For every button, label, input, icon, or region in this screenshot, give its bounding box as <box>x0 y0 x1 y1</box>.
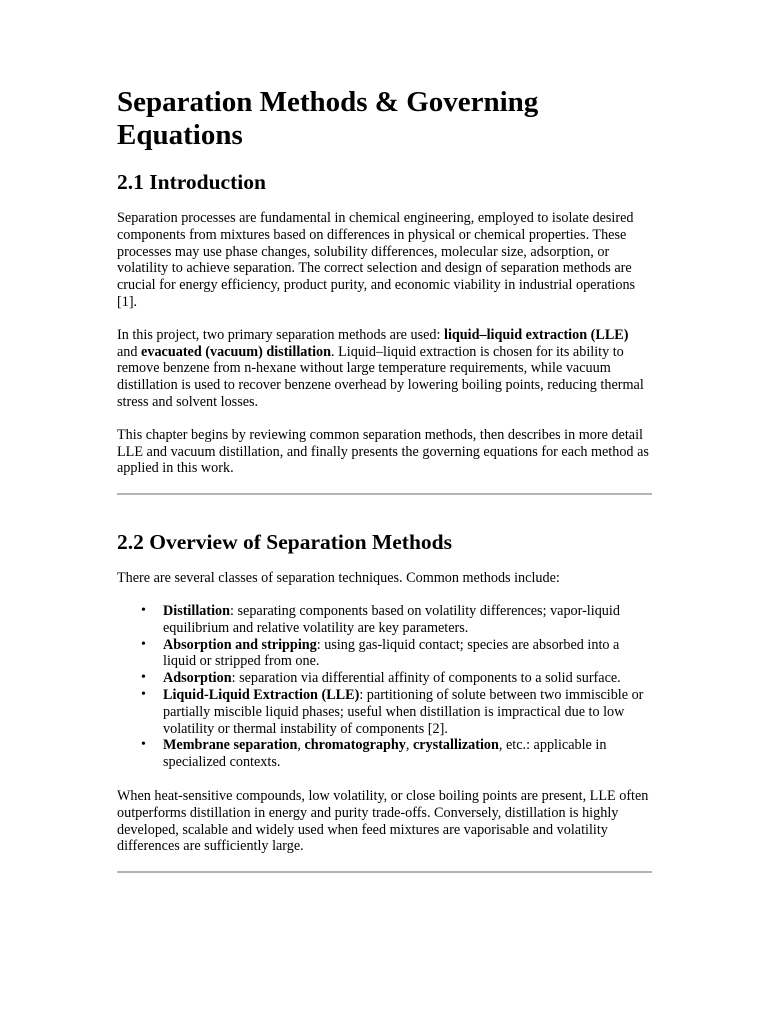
intro-paragraph-1: Separation processes are fundamental in chemical engineering, employed to isolate desired components from mixtures based on differences in physical or chemical properties. These processes may use phase changes, solubility differences, molecular size, adsorption, or volatility to achieve separation. The correct selection and design of separation methods are crucial for energy efficiency, product purity, and economic viability in industrial operations [1]. <box>117 210 636 310</box>
overview-closing: When heat-sensitive compounds, low volatility, or close boiling points are present, LLE often outperforms distillation in energy and purity trade-offs. Conversely, distillation is highly developed, scalable and widely used when feed mixtures are vaporisable and volatility differences are sufficiently large. <box>117 787 649 855</box>
p2-text-a: In this project, two primary separation methods are used: <box>117 326 445 343</box>
p2-bold-lle: liquid–liquid extraction (LLE) <box>444 326 629 343</box>
list-item-adsorption: • Adsorption: separation via differential affinity of components to a solid surface. <box>141 670 621 687</box>
list-item-distillation: • Distillation: separating components based on volatility differences; vapor-liquid equilibrium and relative volatility are key parameters. <box>141 602 620 636</box>
intro-paragraph-2 <box>117 327 652 411</box>
bullet-icon: • <box>141 602 146 618</box>
section-heading-introduction: 2.1 Introduction <box>117 170 266 194</box>
bullet-icon: • <box>141 670 146 686</box>
section-divider <box>117 871 652 873</box>
bullet-icon: • <box>141 686 146 702</box>
section-divider <box>117 493 652 495</box>
p2-text-e: . Liquid–liquid extraction is chosen for its ability to remove benzene from n-hexane without large temperature requirements, while vacuum distillation is used to recover benzene overhead by lowering boiling points, reducing thermal stress and solvent losses. <box>117 343 644 410</box>
section-heading-overview: 2.2 Overview of Separation Methods <box>117 530 453 555</box>
p2-bold-vacuum: evacuated (vacuum) distillation <box>141 343 331 360</box>
methods-list <box>117 603 652 771</box>
list-item-membrane: • Membrane separation, chromatography, crystallization, etc.: applicable in specialized contexts. <box>141 737 607 771</box>
intro-paragraph-3: This chapter begins by reviewing common separation methods, then describes in more detail LLE and vacuum distillation, and finally presents the governing equations for each method as applied in this work. <box>117 426 649 477</box>
list-item-lle: • Liquid-Liquid Extraction (LLE): partitioning of solute between two immiscible or partially miscible liquid phases; useful when distillation is impractical due to low volatility or thermal instability of components [2]. <box>141 686 644 737</box>
p2-text-c: and <box>117 343 142 360</box>
document-page <box>117 86 652 873</box>
page-title: Separation Methods & Governing Equations <box>117 86 539 151</box>
list-item-absorption: • Absorption and stripping: using gas-liquid contact; species are absorbed into a liquid or stripped from one. <box>141 636 620 670</box>
overview-intro: There are several classes of separation techniques. Common methods include: <box>117 570 560 587</box>
bullet-icon: • <box>141 737 146 753</box>
bullet-icon: • <box>141 636 146 652</box>
